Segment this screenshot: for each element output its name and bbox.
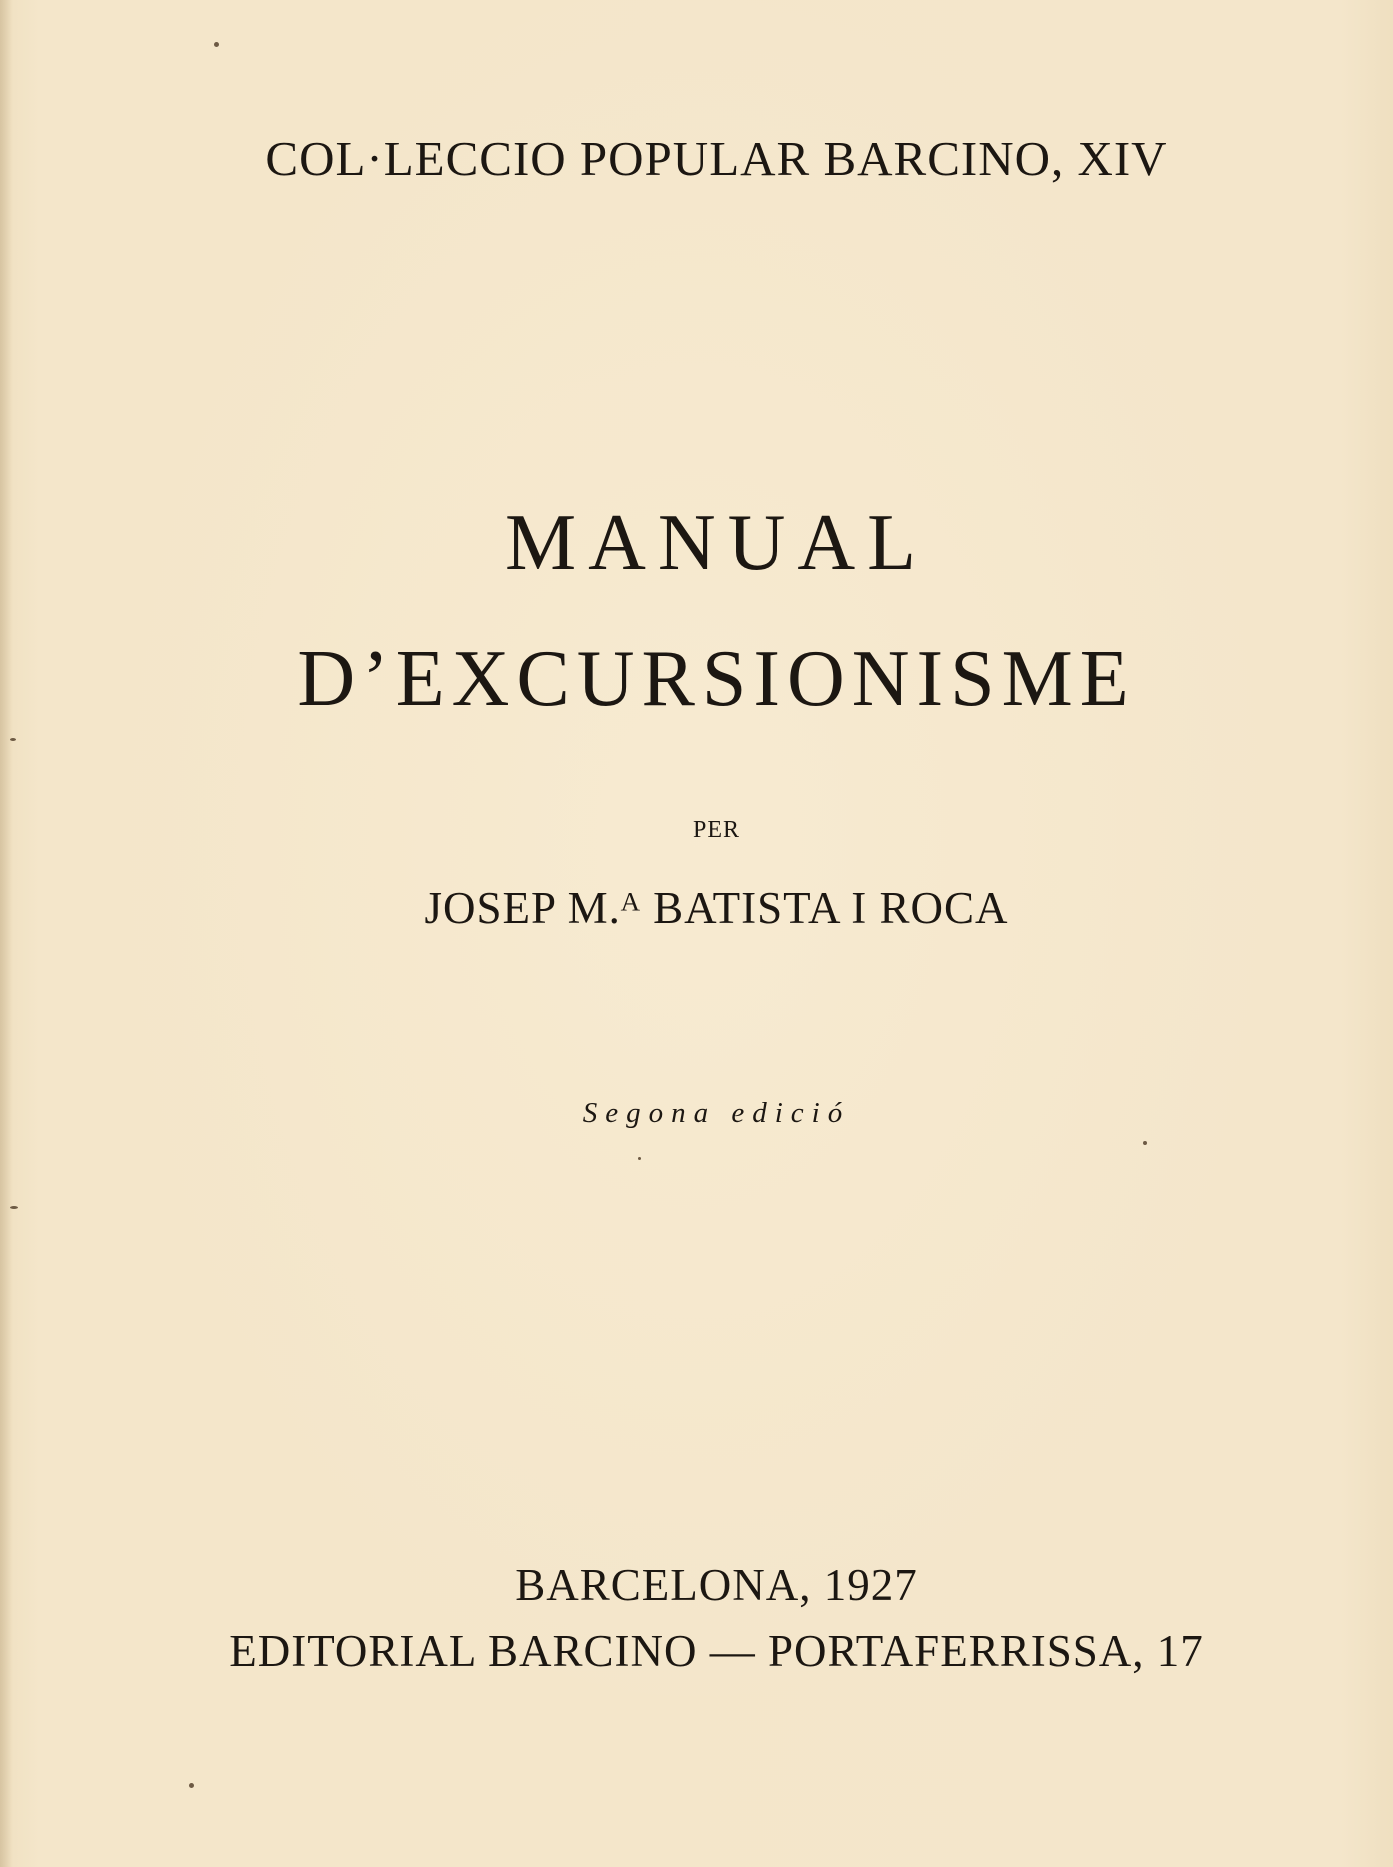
paper-speck (189, 1783, 194, 1788)
paper-speck (214, 42, 219, 47)
book-title-line-2: D’EXCURSIONISME (297, 635, 1136, 723)
paper-speck (10, 738, 16, 741)
author-name: JOSEP M.ᴬ BATISTA I ROCA (424, 883, 1009, 933)
edition-statement: Segona edició (582, 1097, 851, 1129)
publisher-address: EDITORIAL BARCINO — PORTAFERRISSA, 17 (229, 1626, 1204, 1676)
page-edge-shadow (0, 0, 12, 1867)
author-preposition: PER (692, 817, 740, 843)
series-title: COL·LECCIO POPULAR BARCINO, XIV (265, 131, 1168, 186)
publication-place-year: BARCELONA, 1927 (515, 1560, 918, 1610)
paper-speck (10, 1206, 18, 1209)
paper-speck (1143, 1141, 1147, 1145)
book-title-line-1: MANUAL (504, 499, 929, 587)
paper-speck (638, 1157, 641, 1160)
